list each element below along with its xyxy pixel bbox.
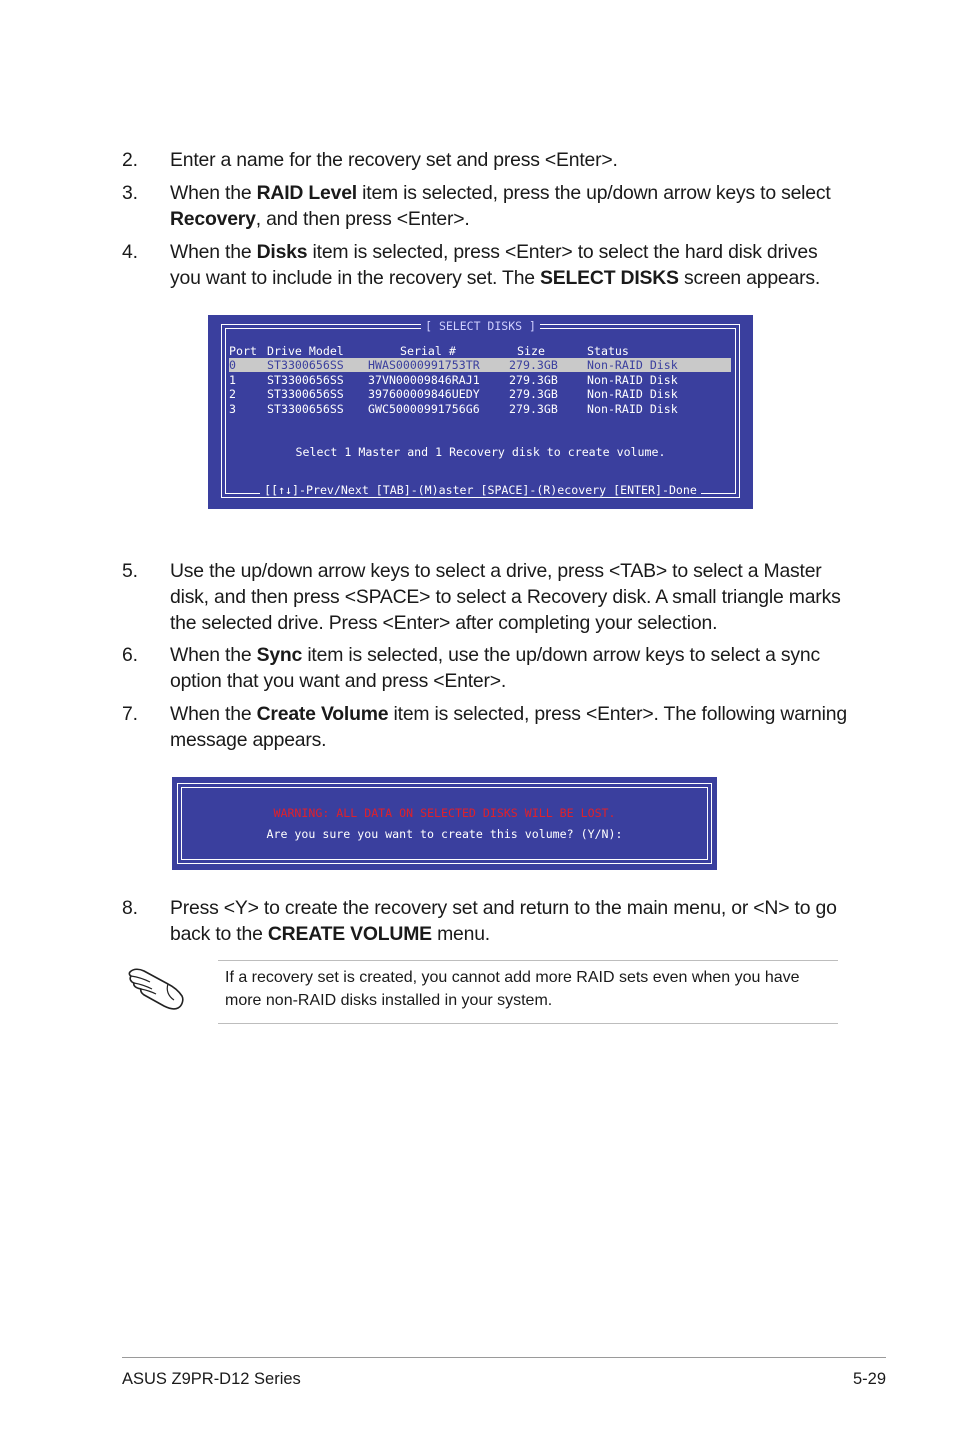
disk-port: 2 <box>229 387 236 401</box>
step-text-run: item is selected, press <Enter> to select the hard disk drives you want to include in the recovery set. The <box>170 241 818 289</box>
screen-title: [ SELECT DISKS ] <box>208 319 753 333</box>
step-3 <box>122 180 852 232</box>
step-text-run: Use the up/down arrow keys to select a drive, press <TAB> to select a Master disk, and then press <SPACE> to select a Recovery disk. A small triangle marks the selected drive. Press <Enter> after completing your selection. <box>170 560 841 634</box>
disk-serial: 397600009846UEDY <box>368 387 480 401</box>
disk-port: 0 <box>229 358 236 372</box>
step-bold-term: Sync <box>256 644 303 666</box>
note-top-rule <box>218 960 838 961</box>
step-text <box>170 642 852 694</box>
disk-status: Non-RAID Disk <box>587 402 678 416</box>
step-number: 3. <box>122 182 138 204</box>
disk-status: Non-RAID Disk <box>587 358 678 372</box>
key-help-footer: [[↑↓]-Prev/Next [TAB]-(M)aster [SPACE]-(R)ecovery [ENTER]-Done <box>208 483 753 497</box>
disk-port: 1 <box>229 373 236 387</box>
step-number: 4. <box>122 241 138 263</box>
step-number: 8. <box>122 897 138 919</box>
step-text-run: screen appears. <box>678 267 821 289</box>
step-text-run: When the <box>170 703 257 725</box>
step-text <box>170 239 852 291</box>
step-text <box>170 180 852 232</box>
disk-serial: HWAS0000991753TR <box>368 358 480 372</box>
step-text-run: When the <box>170 241 257 263</box>
step-text-run: item is selected, press <Enter>. The following warning message appears. <box>170 703 847 751</box>
disk-row[interactable] <box>229 373 731 387</box>
disk-status: Non-RAID Disk <box>587 387 678 401</box>
screen-border-inner <box>181 787 708 860</box>
step-text-run: menu. <box>431 923 490 945</box>
step-number: 2. <box>122 149 138 171</box>
step-2 <box>122 147 852 173</box>
page-number: 5-29 <box>852 1370 886 1388</box>
step-bold-term: SELECT DISKS <box>540 267 679 289</box>
step-number: 6. <box>122 644 138 666</box>
disk-size: 279.3GB <box>509 373 558 387</box>
select-disks-screen <box>208 315 753 509</box>
disk-model: ST3300656SS <box>267 358 344 372</box>
step-4 <box>122 239 852 291</box>
step-bold-term: Recovery <box>170 208 256 230</box>
step-bold-term: Disks <box>256 241 308 263</box>
step-text-run: Press <Y> to create the recovery set and return to the main menu, or <N> to go back to the <box>170 897 837 945</box>
step-text-run: , and then press <Enter>. <box>255 208 470 230</box>
select-instruction: Select 1 Master and 1 Recovery disk to create volume. <box>295 445 666 459</box>
disk-row[interactable] <box>229 402 731 416</box>
warning-screen <box>172 777 717 870</box>
step-bold-term: CREATE VOLUME <box>267 923 432 945</box>
warning-message: WARNING: ALL DATA ON SELECTED DISKS WILL BE LOST. <box>273 806 616 820</box>
disk-size: 279.3GB <box>509 402 558 416</box>
step-text <box>170 701 852 753</box>
step-text-run: Enter a name for the recovery set and press <Enter>. <box>170 149 618 171</box>
step-number: 5. <box>122 560 138 582</box>
header-status: Status <box>587 344 629 358</box>
header-model: Drive Model <box>267 344 344 358</box>
disk-table-header <box>229 344 731 358</box>
step-text <box>170 558 852 636</box>
step-5 <box>122 558 852 636</box>
disk-serial: GWC50000991756G6 <box>368 402 480 416</box>
step-number: 7. <box>122 703 138 725</box>
step-6 <box>122 642 852 694</box>
step-text <box>170 895 852 947</box>
disk-size: 279.3GB <box>509 387 558 401</box>
disk-row[interactable] <box>229 387 731 401</box>
header-port: Port <box>229 344 257 358</box>
disk-port: 3 <box>229 402 236 416</box>
header-size: Size <box>517 344 545 358</box>
disk-model: ST3300656SS <box>267 387 344 401</box>
note-text: If a recovery set is created, you cannot add more RAID sets even when you have more non-RAID disks installed in your system. <box>225 969 800 1009</box>
note-bottom-rule <box>218 1023 838 1024</box>
step-bold-term: Create Volume <box>256 703 389 725</box>
step-text-run: When the <box>170 644 257 666</box>
header-serial: Serial # <box>400 344 456 358</box>
step-text-run: When the <box>170 182 257 204</box>
step-8 <box>122 895 852 947</box>
disk-row[interactable] <box>229 358 731 372</box>
step-text <box>170 147 852 173</box>
disk-model: ST3300656SS <box>267 373 344 387</box>
step-bold-term: RAID Level <box>256 182 357 204</box>
disk-serial: 37VN00009846RAJ1 <box>368 373 480 387</box>
step-text-run: item is selected, use the up/down arrow keys to select a sync option that you want and press <Enter>. <box>170 644 821 692</box>
disk-status: Non-RAID Disk <box>587 373 678 387</box>
footer-rule <box>122 1357 886 1358</box>
confirm-prompt[interactable]: Are you sure you want to create this volume? (Y/N): <box>266 827 623 841</box>
disk-model: ST3300656SS <box>267 402 344 416</box>
footer-product: ASUS Z9PR-D12 Series <box>122 1370 301 1388</box>
step-text-run: item is selected, press the up/down arrow keys to select <box>356 182 831 204</box>
disk-size: 279.3GB <box>509 358 558 372</box>
pointing-hand-icon <box>128 962 186 1010</box>
step-7 <box>122 701 852 753</box>
